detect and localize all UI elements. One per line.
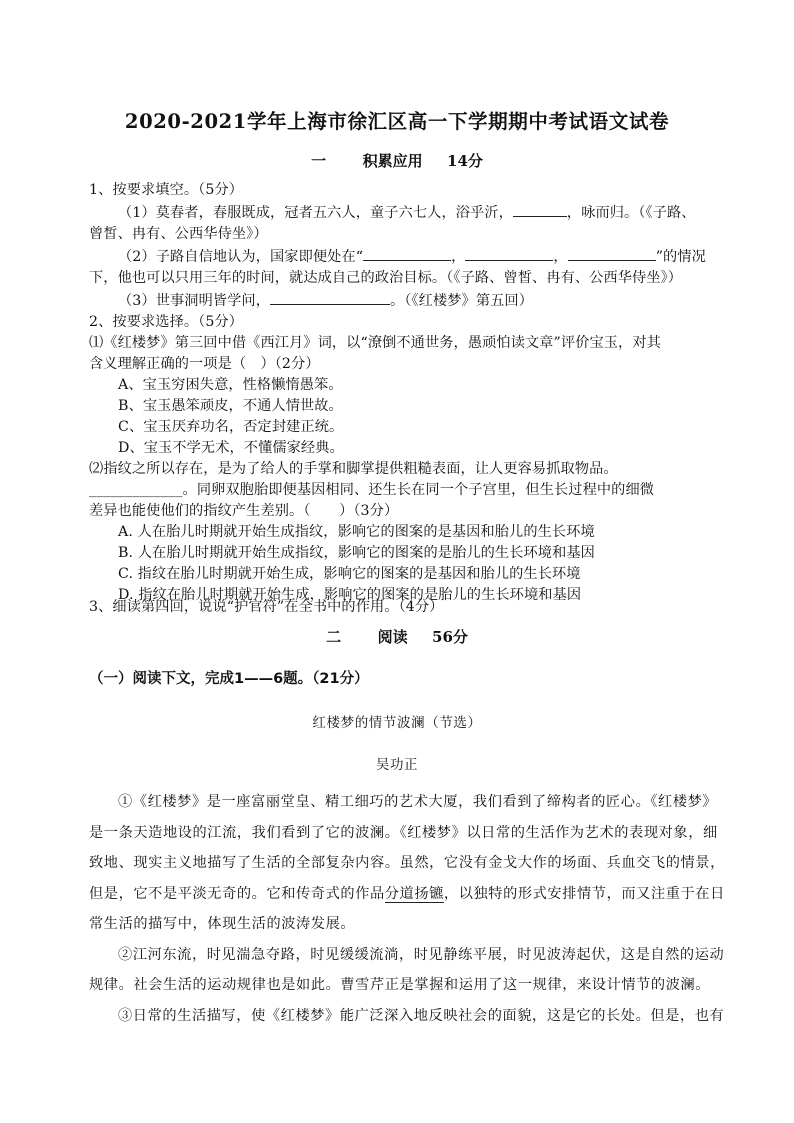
q1-item3-text-b: 。（《红楼梦》第五回） — [390, 293, 533, 309]
question-1-item-1 — [118, 202, 696, 223]
q2-part2-option-d[interactable]: D. 指纹在胎儿时期就开始生成，影响它的图案的是胎儿的生长环境和基因 — [118, 587, 582, 603]
question-1-heading: 1、按要求填空。（5分） — [89, 182, 244, 198]
article-para3-line1: ③日常的生活描写，使《红楼梦》能广泛深入地反映社会的面貌，这是它的长处。但是，也有 — [118, 1008, 725, 1024]
answer-blank[interactable] — [270, 290, 390, 305]
article-para1-line3: 致地、现实主义地描写了生活的全部复杂内容。虽然，它没有金戈大作的场面、兵血交飞的情景， — [89, 855, 725, 871]
page-title: 2020-2021学年上海市徐汇区高一下学期期中考试语文试卷 — [124, 110, 670, 133]
article-para2-line2: 规律。社会生活的运动规律也是如此。曹雪芹正是掌握和运用了这一规律，来设计情节的波澜。 — [89, 977, 711, 993]
q2-part2-line3: 差异也能使他们的指纹产生差别。（ ）（3分） — [89, 503, 399, 519]
article-para1-line2: 是一条天造地设的江流，我们看到了它的波澜。《红楼梦》以日常的生活作为艺术的表现对象，细 — [89, 825, 718, 841]
article-para1-line5: 常生活的描写中，体现生活的波涛发展。 — [89, 916, 356, 932]
section-one-heading — [0, 150, 794, 171]
section-two-heading — [0, 626, 794, 647]
section-two-score: 56分 — [432, 628, 468, 646]
q2-part2-option-a[interactable]: A. 人在胎儿时期就开始生成指纹，影响它的图案的是基因和胎儿的生长环境 — [118, 524, 595, 540]
q2-part1-option-c[interactable]: C、宝玉厌弃功名，否定封建正统。 — [118, 419, 344, 435]
q1-item2-comma-1: ， — [451, 249, 466, 265]
q2-part2-blank[interactable]: _____________ — [89, 482, 183, 498]
q2-part2-option-b[interactable]: B. 人在胎儿时期就开始生成指纹，影响它的图案的是胎儿的生长环境和基因 — [118, 545, 595, 561]
article-title: 红楼梦的情节波澜（节选） — [312, 715, 482, 731]
underlined-phrase: 分道扬镳 — [384, 886, 444, 902]
q1-item1-text-c: 曾皙、冉有、公西华侍坐》） — [89, 226, 268, 242]
q2-part1-option-d[interactable]: D、宝玉不学无术，不懂儒家经典。 — [118, 440, 344, 456]
section-two-number: 二 — [326, 628, 342, 646]
article-author: 吴功正 — [375, 757, 419, 773]
answer-blank[interactable] — [513, 202, 567, 217]
section-one-number: 一 — [311, 152, 327, 170]
q2-part1-line2: 含义理解正确的一项是（ ）（2分） — [89, 356, 320, 372]
q1-item1-text-a: （1）莫春者，春服既成，冠者五六人，童子六七人，浴乎沂， — [118, 205, 513, 221]
q1-item2-text-e: 下，他也可以只用三年的时间，就达成自己的政治目标。（《子路、曾皙、冉有、公西华侍坐》） — [89, 270, 683, 286]
q1-item2-text-a: （2）子路自信地认为，国家即便处在“ — [118, 249, 364, 265]
q1-item2-comma-2: ， — [553, 249, 568, 265]
q1-item2-text-d: ”的情况 — [655, 249, 706, 265]
section-two-name: 阅读 — [377, 628, 408, 646]
article-para1-line1: ①《红楼梦》是一座富丽堂皇、精工细巧的艺术大厦，我们看到了缔构者的匠心。《红楼梦》 — [118, 794, 718, 810]
q2-part2-line2 — [89, 480, 654, 500]
reading-1-heading: （一）阅读下文，完成1——6题。（21分） — [89, 671, 369, 687]
q2-part2-line1: ⑵指纹之所以存在，是为了给人的手掌和脚掌提供粗糙表面，让人更容易抓取物品。 — [89, 461, 618, 477]
article-para1-line4-a: 但是，它不是平淡无奇的。它和传奇式的作品 — [89, 886, 385, 902]
question-3: 3、细读第四回，说说“护官符”在全书中的作用。（4分） — [89, 599, 444, 615]
answer-blank[interactable] — [568, 246, 656, 261]
article-para2-line1: ②江河东流，时见湍急夺路，时见缓缓流淌，时见静练平展，时见波涛起伏，这是自然的运动 — [118, 947, 725, 963]
article-para1-line4-b: ，以独特的形式安排情节，而又注重于在日 — [443, 886, 725, 902]
section-one-score: 14分 — [447, 152, 483, 170]
q2-part2-option-c[interactable]: C. 指纹在胎儿时期就开始生成，影响它的图案的是基因和胎儿的生长环境 — [118, 566, 581, 582]
q2-part1-option-b[interactable]: B、宝玉愚笨顽皮，不通人情世故。 — [118, 398, 343, 414]
question-2-heading: 2、按要求选择。（5分） — [89, 314, 244, 330]
answer-blank[interactable] — [363, 246, 451, 261]
question-1-item-2 — [118, 246, 706, 267]
article-para1-line4 — [89, 884, 725, 904]
q2-part1-line1: ⑴《红楼梦》第三回中借《西江月》词，以“潦倒不通世务，愚顽怕读文章”评价宝玉，对其 — [89, 335, 661, 351]
q2-part1-option-a[interactable]: A、宝玉穷困失意，性格懒惰愚笨。 — [118, 377, 343, 393]
section-one-name: 积累应用 — [362, 152, 423, 170]
question-1-item-3 — [118, 290, 533, 311]
q1-item1-text-b: ，咏而归。（《子路、 — [566, 205, 696, 221]
q2-part2-line2-text: 。同卵双胞胎即便基因相同、还生长在同一个子宫里，但生长过程中的细微 — [182, 482, 655, 498]
q1-item3-text-a: （3）世事洞明皆学问， — [118, 293, 271, 309]
answer-blank[interactable] — [465, 246, 553, 261]
